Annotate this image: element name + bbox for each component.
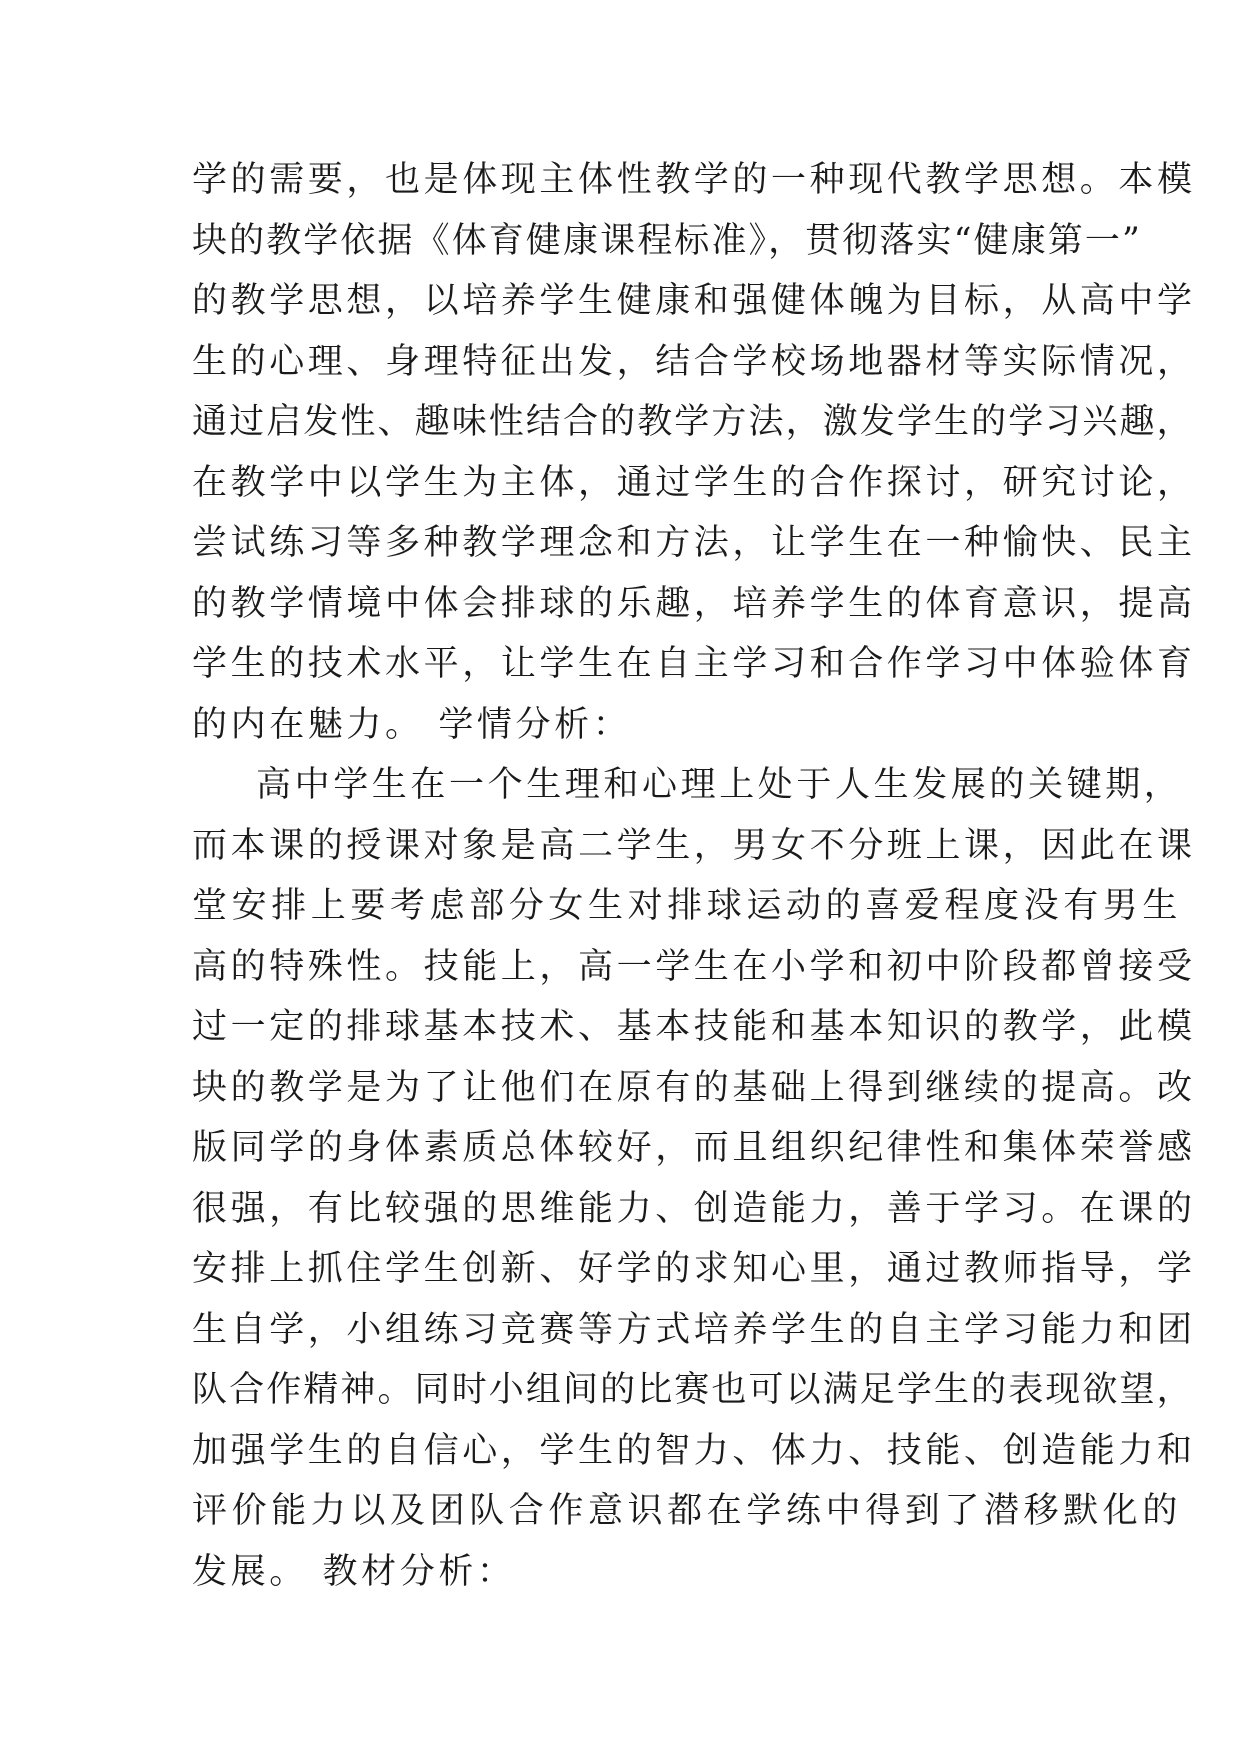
text-line: 块的教学是为了让他们在原有的基础上得到继续的提高。改 [192,1067,1196,1108]
section-heading-line: 的内在魅力。 学情分析： [192,704,632,745]
text-line: 尝试练习等多种教学理念和方法，让学生在一种愉快、民主 [192,523,1196,563]
body-text [192,150,1196,1602]
section-heading-line: 发展。 教材分析： [192,1551,516,1592]
text-line: 高的特殊性。技能上，高一学生在小学和初中阶段都曾接受 [192,946,1196,987]
text-line: 而本课的授课对象是高二学生，男女不分班上课，因此在课 [192,825,1196,866]
text-line: 在教学中以学生为主体，通过学生的合作探讨，研究讨论， [192,462,1196,503]
text-line: 的教学情境中体会排球的乐趣，培养学生的体育意识，提高 [192,583,1196,624]
text-line: 块的教学依据《体育健康课程标准》，贯彻落实“健康第一” [192,220,1142,261]
text-line: 生的心理、身理特征出发，结合学校场地器材等实际情况， [192,341,1196,382]
text-line: 的教学思想，以培养学生健康和强健体魄为目标，从高中学 [192,281,1196,321]
text-line: 学的需要，也是体现主体性教学的一种现代教学思想。本模 [192,160,1196,200]
text-line: 安排上抓住学生创新、好学的求知心里，通过教师指导，学 [192,1249,1196,1289]
paragraph-first-line: 高中学生在一个生理和心理上处于人生发展的关键期， [256,765,1183,805]
text-line: 很强，有比较强的思维能力、创造能力，善于学习。在课的 [192,1188,1196,1229]
text-line: 过一定的排球基本技术、基本技能和基本知识的教学，此模 [192,1007,1196,1047]
text-line: 堂安排上要考虑部分女生对排球运动的喜爱程度没有男生 [192,886,1183,926]
text-line: 评价能力以及团队合作意识都在学练中得到了潜移默化的 [192,1491,1183,1531]
text-line: 学生的技术水平，让学生在自主学习和合作学习中体验体育 [192,644,1196,684]
text-line: 生自学，小组练习竞赛等方式培养学生的自主学习能力和团 [192,1309,1196,1350]
text-line: 通过启发性、趣味性结合的教学方法，激发学生的学习兴趣， [192,402,1194,442]
text-line: 队合作精神。同时小组间的比赛也可以满足学生的表现欲望， [192,1370,1194,1410]
text-line: 加强学生的自信心，学生的智力、体力、技能、创造能力和 [192,1430,1196,1471]
text-line: 版同学的身体素质总体较好，而且组织纪律性和集体荣誉感 [192,1128,1196,1168]
